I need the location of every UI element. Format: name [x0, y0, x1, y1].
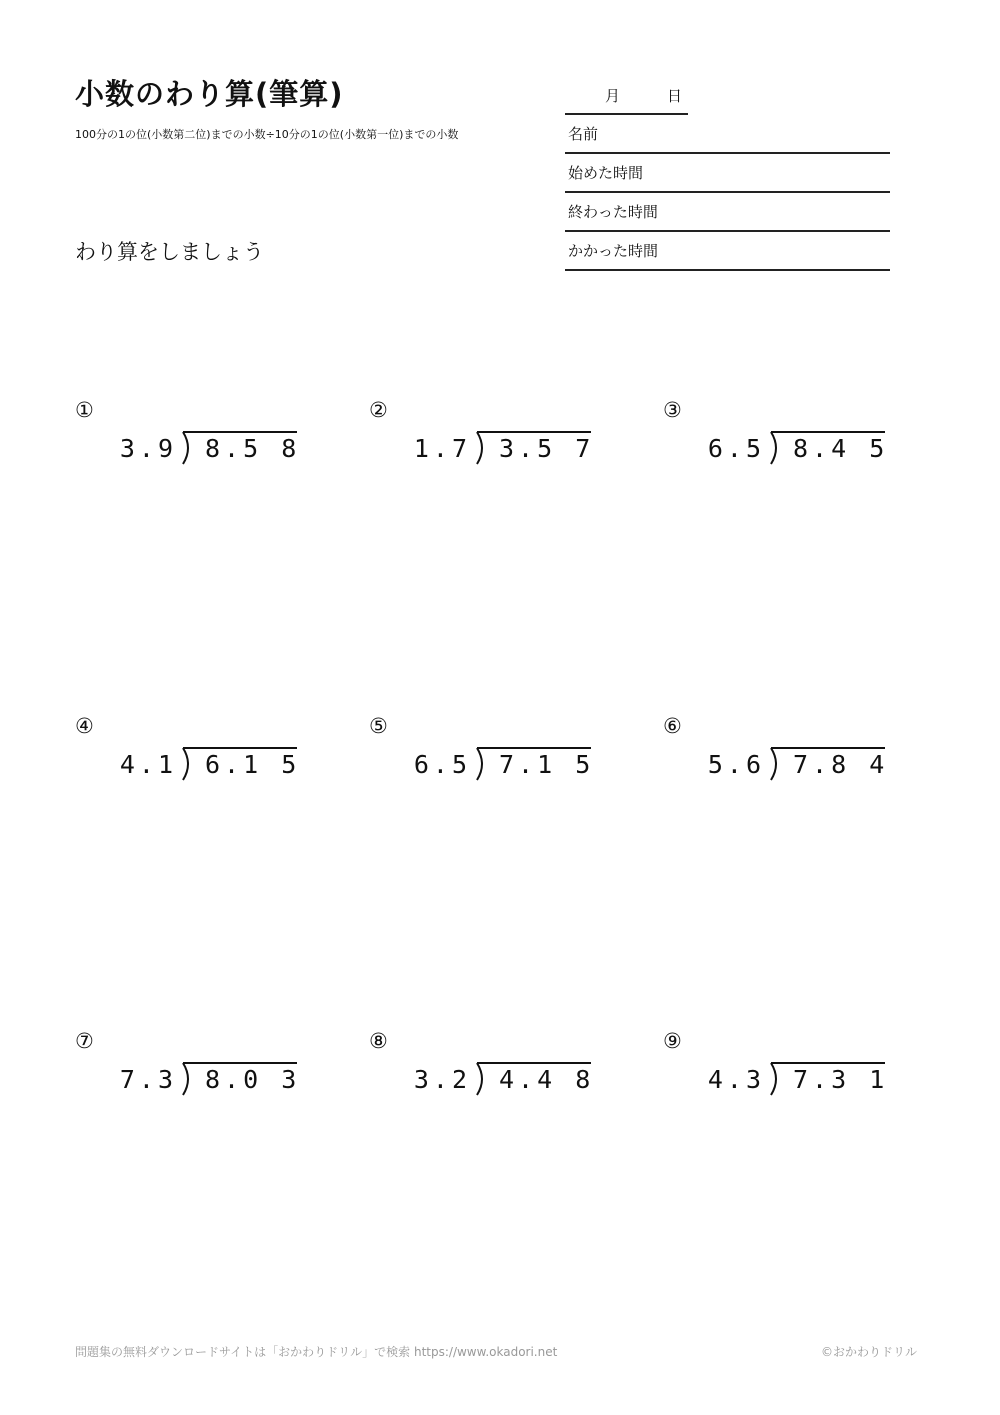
problem-number: ③: [663, 398, 682, 422]
footer-site-info: 問題集の無料ダウンロードサイトは「おかわりドリル」で検索 https://www.okadori.net: [75, 1345, 558, 1359]
problem-number: ②: [369, 398, 388, 422]
divisor: 5.6: [707, 750, 765, 779]
end-time-label: 終わった時間: [568, 203, 658, 221]
divisor: 3.2: [413, 1065, 471, 1094]
footer-copyright: ©おかわりドリル: [820, 1345, 917, 1359]
dividend: 3.5 7: [499, 434, 595, 463]
problem-number: ⑧: [369, 1029, 388, 1053]
problem-4: [75, 716, 315, 806]
month-label: 月: [605, 87, 621, 105]
elapsed-time-label: かかった時間: [568, 242, 659, 260]
day-label: 日: [667, 87, 683, 105]
end-time-field[interactable]: [565, 193, 890, 232]
name-field[interactable]: [565, 115, 890, 154]
problem-number: ④: [75, 714, 94, 738]
page-subtitle: 100分の1の位(小数第二位)までの小数÷10分の1の位(小数第一位)までの小数: [75, 128, 459, 141]
divisor: 7.3: [119, 1065, 177, 1094]
start-time-field[interactable]: [565, 154, 890, 193]
dividend: 4.4 8: [499, 1065, 595, 1094]
page-title: 小数のわり算(筆算): [75, 77, 344, 111]
problem-7: [75, 1031, 315, 1121]
dividend: 6.1 5: [205, 750, 301, 779]
problem-number: ⑥: [663, 714, 682, 738]
dividend: 8.0 3: [205, 1065, 301, 1094]
divisor: 4.3: [707, 1065, 765, 1094]
divisor: 6.5: [413, 750, 471, 779]
problem-6: [663, 716, 903, 806]
elapsed-time-field[interactable]: [565, 232, 890, 271]
dividend: 7.1 5: [499, 750, 595, 779]
divisor: 3.9: [119, 434, 177, 463]
problem-9: [663, 1031, 903, 1121]
divisor: 4.1: [119, 750, 177, 779]
start-time-label: 始めた時間: [568, 164, 644, 182]
problem-number: ⑤: [369, 714, 388, 738]
problem-5: [369, 716, 609, 806]
divisor: 6.5: [707, 434, 765, 463]
problem-number: ⑦: [75, 1029, 94, 1053]
dividend: 7.8 4: [793, 750, 889, 779]
name-label: 名前: [568, 125, 599, 143]
problem-1: [75, 400, 315, 490]
instruction-text: わり算をしましょう: [75, 240, 264, 264]
problem-8: [369, 1031, 609, 1121]
dividend: 7.3 1: [793, 1065, 889, 1094]
divisor: 1.7: [413, 434, 471, 463]
problem-3: [663, 400, 903, 490]
problem-2: [369, 400, 609, 490]
dividend: 8.4 5: [793, 434, 889, 463]
problem-number: ⑨: [663, 1029, 682, 1053]
dividend: 8.5 8: [205, 434, 301, 463]
info-box: [565, 75, 890, 271]
date-field[interactable]: [565, 75, 688, 115]
problem-number: ①: [75, 398, 94, 422]
